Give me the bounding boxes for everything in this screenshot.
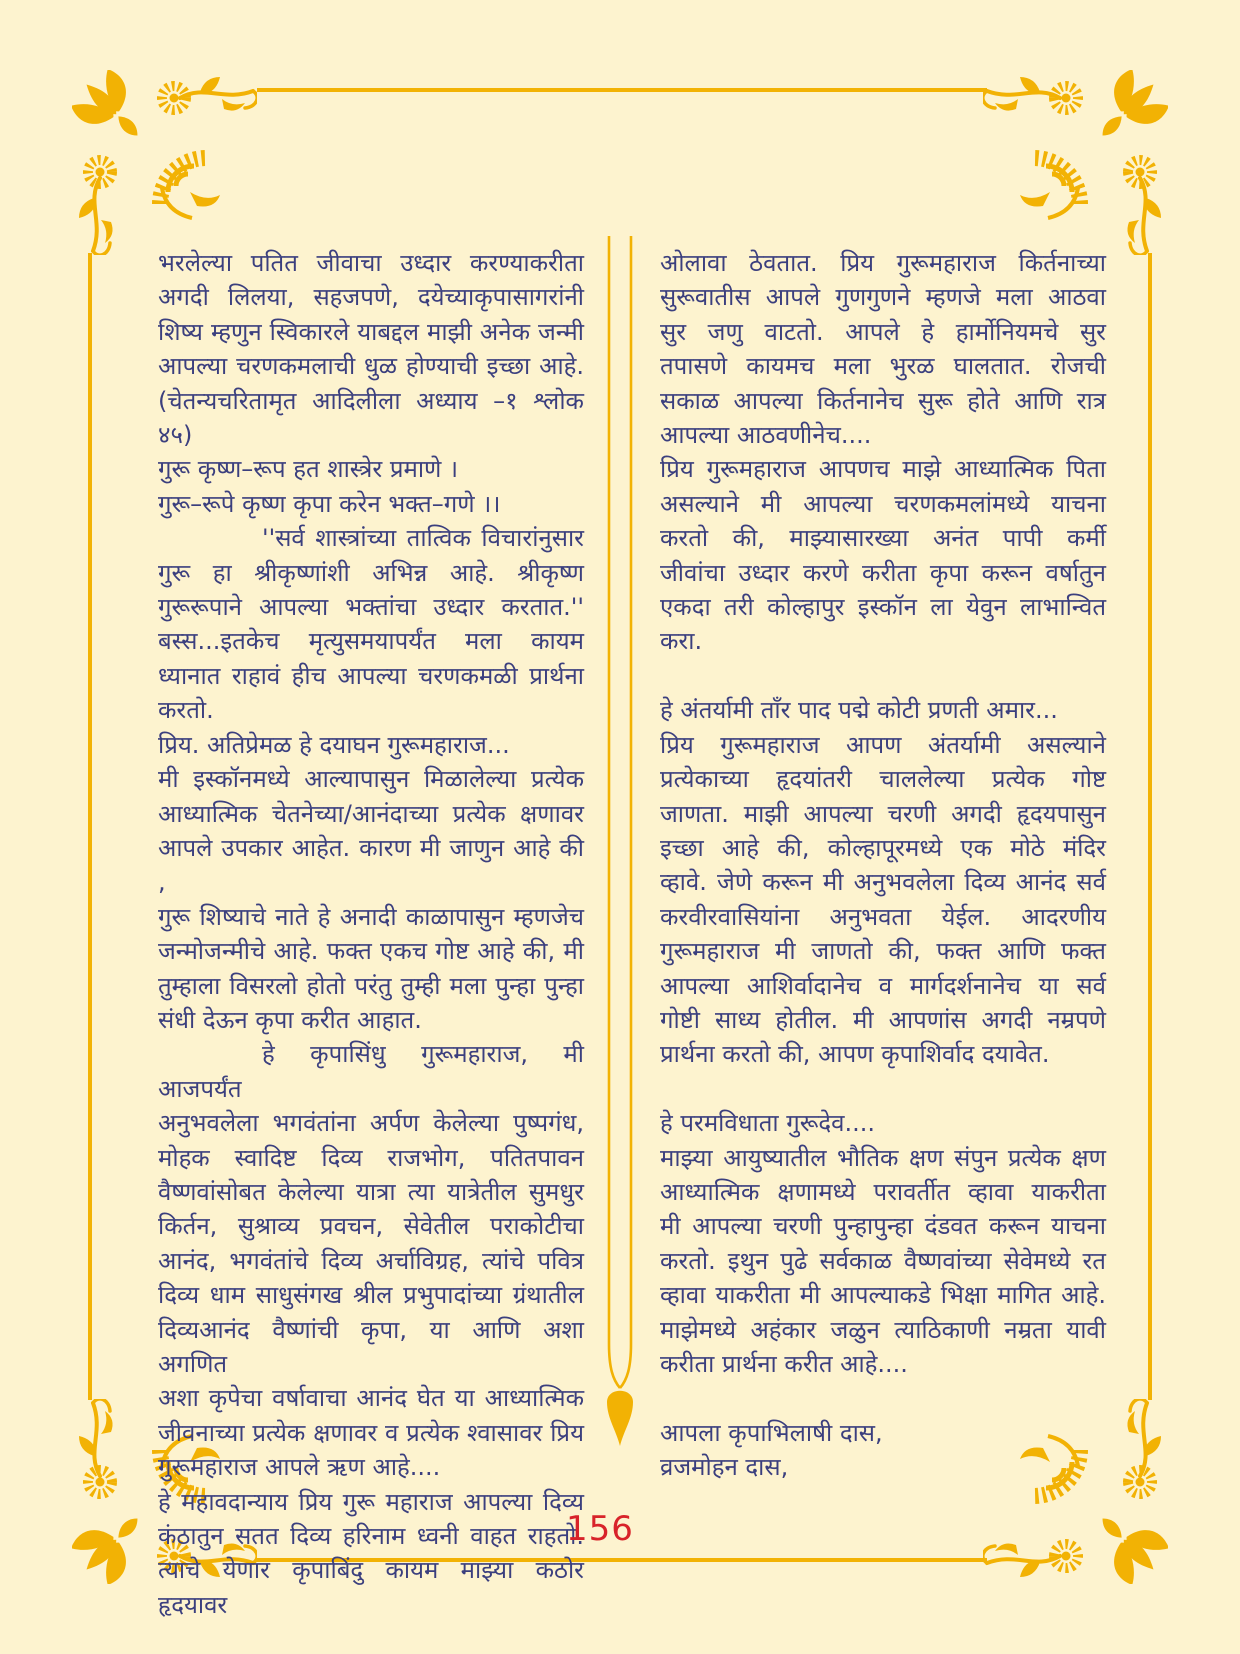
text-line (660, 1381, 1106, 1415)
text-line: माझ्या आयुष्यातील भौतिक क्षण संपुन प्रत्येक क्षण (660, 1143, 1106, 1172)
text-line: हे कृपासिंधु गुरूमहाराज, मी आजपर्यंत (158, 1040, 584, 1103)
text-line: प्रिय गुरूमहाराज आपण अंतर्यामी असल्याने (660, 730, 1106, 759)
text-line: करतो की, माझ्यासारख्या अनंत पापी कर्मी (660, 524, 1106, 553)
text-line: गुरूरूपाने आपल्या भक्तांचा उध्दार करतात.'' (158, 593, 584, 622)
text-line: आपल्या आशिर्वादानेच व मार्गदर्शनानेच या सर्व (660, 971, 1106, 1000)
text-line: करतो. (158, 696, 214, 725)
text-line: करतो. इथुन पुढे सर्वकाळ वैष्णवांच्या सेवेमध्ये रत (660, 1246, 1106, 1275)
text-line: प्रत्येकाच्या हृदयांतरी चाललेल्या प्रत्येक गोष्ट (660, 765, 1106, 794)
text-line: हे महावदान्याय प्रिय गुरू महाराज आपल्या दिव्य (158, 1487, 584, 1516)
text-line: संधी देऊन कृपा करीत आहात. (158, 1005, 422, 1034)
text-line: गोष्टी साध्य होतील. मी आपणांस अगदी नम्रपणे (660, 1005, 1106, 1034)
text-line: आपल्या चरणकमलाची धुळ होण्याची इच्छा आहे. (158, 352, 584, 381)
frame-top-line (257, 88, 987, 92)
text-line: प्रिय गुरूमहाराज आपणच माझे आध्यात्मिक पिता (660, 455, 1106, 484)
text-line: मी इस्कॉनमध्ये आल्यापासुन मिळालेल्या प्रत्येक (158, 765, 584, 794)
text-line: गुरूमहाराज मी जाणतो की, फक्त आणि फक्त (660, 937, 1106, 966)
text-line: व्रजमोहन दास, (660, 1453, 789, 1482)
frame-right-line (1148, 253, 1152, 1400)
text-line: किर्तन, सुश्राव्य प्रवचन, सेवेतील पराकोटीचा (158, 1212, 584, 1241)
text-line: अगदी लिलया, सहजपणे, दयेच्याकृपासागरांनी (158, 283, 584, 312)
text-line: आपले उपकार आहेत. कारण मी जाणुन आहे की , (158, 833, 584, 897)
text-line: आपल्या आठवणीनेच.... (660, 421, 872, 450)
text-line: दिव्यआनंद वैष्णांची कृपा, या आणि अशा अगणित (158, 1315, 584, 1378)
text-line: आपला कृपाभिलाषी दास, (660, 1418, 883, 1447)
text-line: करा. (660, 627, 703, 656)
frame-left-line (88, 253, 92, 1400)
text-line: आध्यात्मिक चेतनेच्या/आनंदाच्या प्रत्येक क्षणावर (158, 799, 584, 828)
text-line: गुरूमहाराज आपले ऋण आहे.... (158, 1453, 441, 1482)
text-line: प्रिय. अतिप्रेमळ हे दयाघन गुरूमहाराज... (158, 730, 510, 759)
text-line: जीवनाच्या प्रत्येक क्षणावर व प्रत्येक श्वासावर प्रिय (158, 1418, 584, 1447)
text-line: इच्छा आहे की, कोल्हापूरमध्ये एक मोठे मंदिर (660, 833, 1106, 862)
text-line: करवीरवासियांना अनुभवता येईल. आदरणीय (660, 902, 1106, 931)
text-line: गुरू–रूपे कृष्ण कृपा करेन भक्त–गणे ।। (158, 489, 501, 518)
text-line: सकाळ आपल्या किर्तनानेच सुरू होते आणि रात्र (660, 386, 1106, 415)
text-line: शिष्य म्हणुन स्विकारले याबद्दल माझी अनेक जन्मी (158, 317, 584, 346)
text-line: तुम्हाला विसरलो होतो परंतु तुम्ही मला पुन्हा पुन्हा (158, 971, 584, 1000)
text-line: जीवांचा उध्दार करणे करीता कृपा करून वर्षातुन (660, 558, 1106, 587)
text-line (660, 1072, 1106, 1106)
text-line: गुरू हा श्रीकृष्णांशी अभिन्न आहे. श्रीकृष्ण (158, 558, 584, 587)
text-line: ध्यानात राहावं हीच आपल्या चरणकमळी प्रार्थना (158, 661, 584, 690)
left-text-column (158, 246, 584, 1622)
text-line (660, 659, 1106, 693)
text-line: व्हावे. जेणे करून मी अनुभवलेला दिव्य आनंद सर्व (660, 868, 1106, 897)
right-text-column (660, 246, 1106, 1485)
text-line: (चेतन्यचरितामृत आदिलीला अध्याय –१ श्लोक (158, 386, 584, 415)
text-line: गुरू कृष्ण–रूप हत शास्त्रेर प्रमाणे । (158, 455, 459, 484)
text-line: अनुभवलेला भगवंतांना अर्पण केलेल्या पुष्पगंध, (158, 1109, 584, 1138)
text-line: भरलेल्या पतित जीवाचा उध्दार करण्याकरीता (158, 249, 584, 277)
text-line: वैष्णवांसोबत केलेल्या यात्रा त्या यात्रेतील सुमधुर (158, 1177, 584, 1206)
text-line: ''सर्व शास्त्रांच्या तात्विक विचारांनुसार (262, 524, 584, 553)
column-divider-teardrop-icon (600, 236, 640, 1448)
text-line: जन्मोजन्मीचे आहे. फक्त एकच गोष्ट आहे की, मी (158, 937, 584, 966)
text-line: जाणता. माझी आपल्या चरणी अगदी हृदयपासुन (660, 799, 1106, 828)
text-line: हे परमविधाता गुरूदेव.... (660, 1109, 875, 1138)
floral-corner-ornament-icon (983, 70, 1168, 255)
text-line: त्याचे येणार कृपाबिंदु कायम माझ्या कठोर हृदयावर (158, 1556, 584, 1619)
text-line: तपासणे कायमच मला भुरळ घालतात. रोजची (660, 352, 1106, 381)
text-line: गुरू शिष्याचे नाते हे अनादी काळापासुन म्हणजेच (158, 902, 584, 931)
floral-corner-ornament-icon (72, 70, 257, 255)
text-line: हे अंतर्यामी ताँर पाद पद्मे कोटी प्रणती अमार... (660, 696, 1058, 725)
text-line: आनंद, भगवंतांचे दिव्य अर्चाविग्रह, त्यांचे पवित्र (158, 1246, 584, 1275)
text-line: प्रार्थना करतो की, आपण कृपाशिर्वाद दयावेत. (660, 1040, 1050, 1069)
text-line: सुर जणु वाटतो. आपले हे हार्मोनियमचे सुर (660, 317, 1106, 346)
text-line: ओलावा ठेवतात. प्रिय गुरूमहाराज किर्तनाच्या (660, 249, 1106, 277)
text-line: मोहक स्वादिष्ट दिव्य राजभोग, पतितपावन (158, 1143, 584, 1172)
text-line: एकदा तरी कोल्हापुर इस्कॉन ला येवुन लाभान्वित (660, 593, 1106, 622)
text-line: दिव्य धाम साधुसंगख श्रील प्रभुपादांच्या ग्रंथातील (158, 1281, 584, 1310)
text-line: असल्याने मी आपल्या चरणकमलांमध्ये याचना (660, 489, 1106, 518)
text-line: मी आपल्या चरणी पुन्हापुन्हा दंडवत करून याचना (660, 1212, 1106, 1241)
text-line: करीता प्रार्थना करीत आहे.... (660, 1350, 908, 1378)
text-line: आध्यात्मिक क्षणामध्ये परावर्तीत व्हावा याकरीता (660, 1177, 1106, 1206)
text-line: सुरूवातीस आपले गुणगुणने म्हणजे मला आठवा (660, 283, 1106, 312)
text-line: व्हावा याकरीता मी आपल्याकडे भिक्षा मागित आहे. (660, 1281, 1106, 1310)
text-line: माझेमध्ये अहंकार जळुन त्याठिकाणी नम्रता यावी (660, 1315, 1106, 1344)
page-number: 156 (566, 1509, 634, 1549)
text-line: ४५) (158, 421, 193, 450)
text-line: कंठातुन सतत दिव्य हरिनाम ध्वनी वाहत राहतो. (158, 1522, 584, 1551)
text-line: अशा कृपेचा वर्षावाचा आनंद घेत या आध्यात्मिक (158, 1384, 584, 1413)
text-line: बस्स...इतकेच मृत्युसमयापर्यंत मला कायम (158, 627, 584, 656)
